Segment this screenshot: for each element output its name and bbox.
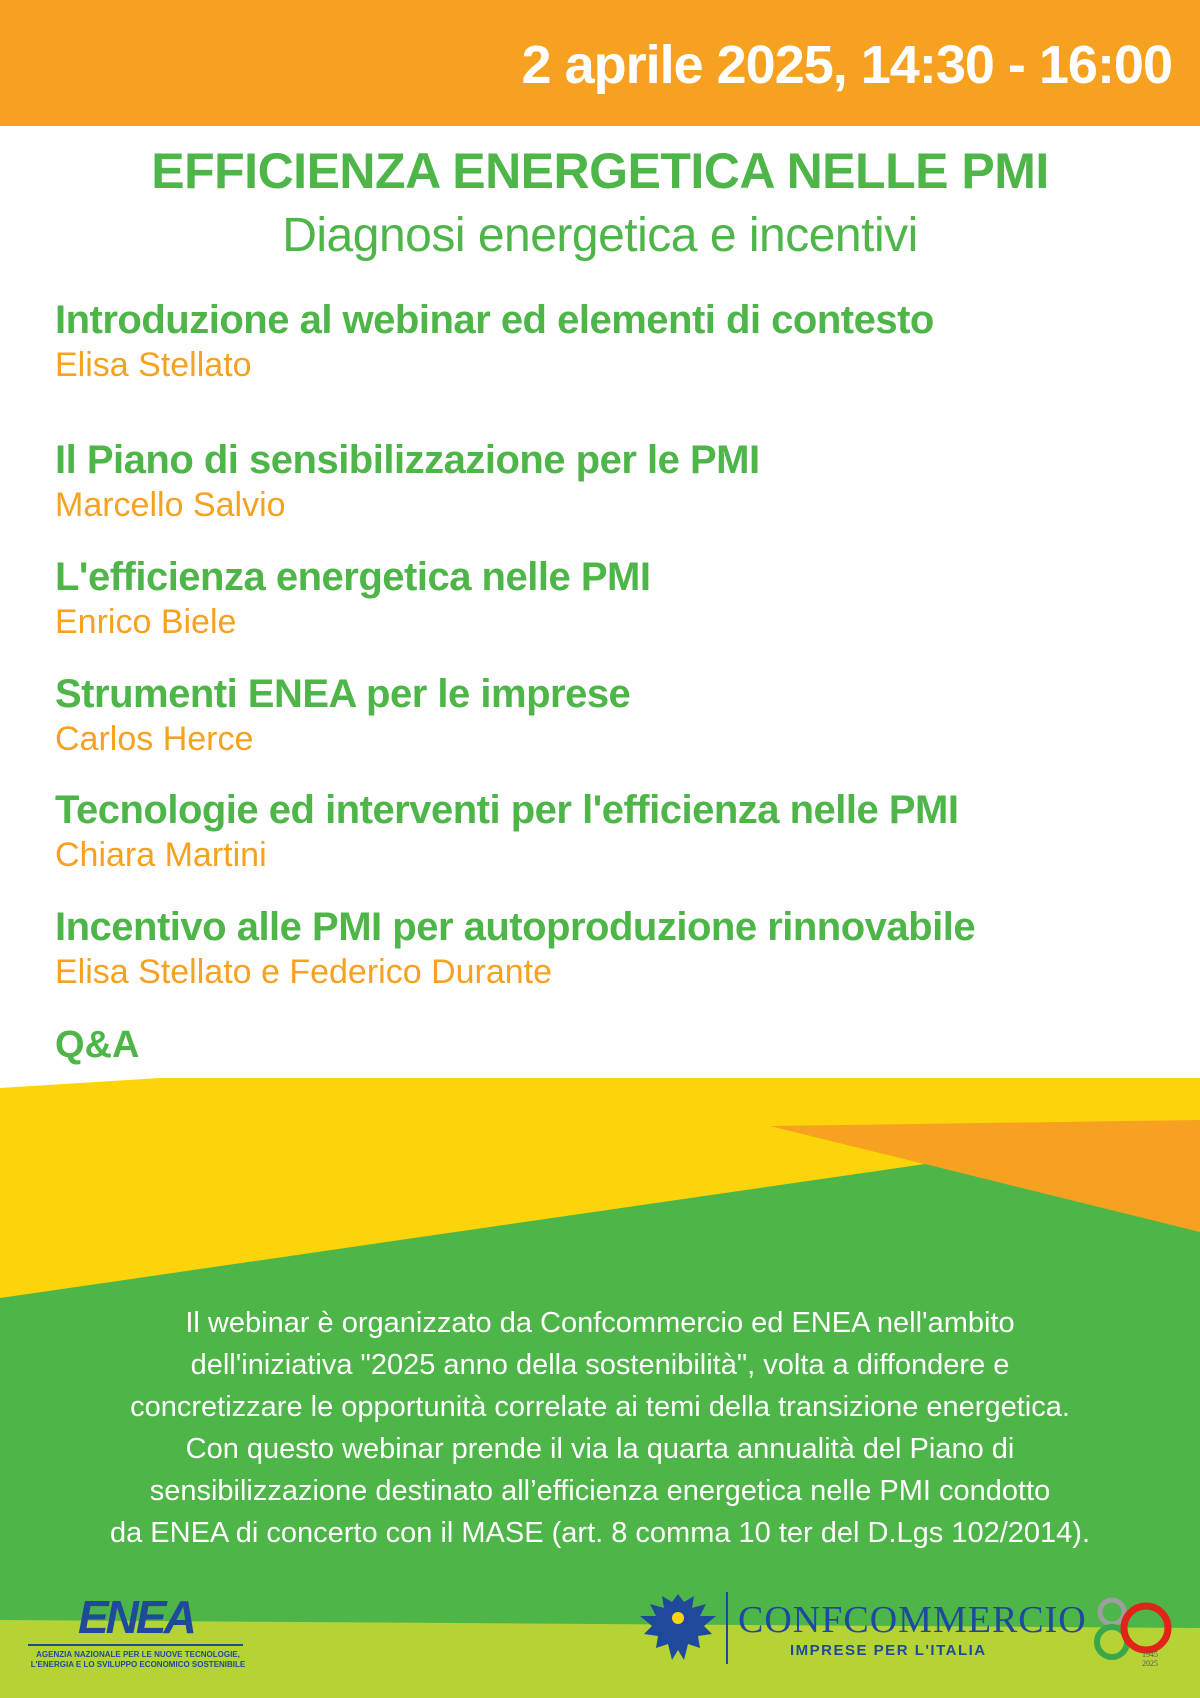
talk-title: Introduzione al webinar ed elementi di contesto — [55, 298, 934, 342]
event-date: 2 aprile 2025, 14:30 - 16:00 — [521, 35, 1172, 95]
anniversary-years — [1142, 1650, 1158, 1668]
event-title: EFFICIENZA ENERGETICA NELLE PMI — [151, 143, 1049, 199]
speaker-name: Elisa Stellato e Federico Durante — [55, 953, 553, 991]
info-line: Il webinar è organizzato da Confcommercio ed ENEA nell'ambito — [185, 1307, 1015, 1339]
speaker-name: Marcello Salvio — [55, 486, 286, 524]
talk-title: Tecnologie ed interventi per l'efficienza nelle PMI — [55, 788, 959, 832]
speaker-name: Elisa Stellato — [55, 346, 252, 384]
anniversary-end: 2025 — [1142, 1659, 1158, 1668]
confcommercio-divider — [726, 1592, 728, 1664]
talk-title: L'efficienza energetica nelle PMI — [55, 555, 651, 599]
event-subtitle: Diagnosi energetica e incentivi — [282, 209, 918, 262]
qa-label: Q&A — [55, 1024, 140, 1066]
info-line: Con questo webinar prende il via la quarta annualità del Piano di — [185, 1433, 1015, 1465]
speaker-name: Chiara Martini — [55, 836, 267, 874]
speaker-name: Enrico Biele — [55, 603, 237, 641]
enea-wordmark: ENEA — [78, 1591, 194, 1643]
enea-logo — [28, 1590, 248, 1670]
enea-caption-line: AGENZIA NAZIONALE PER LE NUOVE TECNOLOGIE, — [36, 1650, 240, 1659]
confcommercio-wordmark: CONFCOMMERCIO — [738, 1599, 1087, 1641]
enea-caption — [28, 1650, 248, 1670]
talk-title: Strumenti ENEA per le imprese — [55, 672, 631, 716]
info-line: da ENEA di concerto con il MASE (art. 8 comma 10 ter del D.Lgs 102/2014). — [109, 1517, 1091, 1549]
anniversary-80-icon — [1090, 1590, 1172, 1672]
confcommercio-tagline: IMPRESE PER L'ITALIA — [790, 1642, 987, 1659]
talk-title: Incentivo alle PMI per autoproduzione rinnovabile — [55, 905, 976, 949]
info-paragraph — [20, 1302, 1180, 1554]
anniversary-start: 1945 — [1142, 1650, 1158, 1659]
eagle-icon — [636, 1588, 720, 1668]
enea-caption-line: L'ENERGIA E LO SVILUPPO ECONOMICO SOSTENIBILE — [30, 1660, 246, 1669]
info-line: sensibilizzazione destinato all’efficienza energetica nelle PMI condotto — [149, 1475, 1051, 1507]
speaker-name: Carlos Herce — [55, 720, 254, 758]
info-line: dell'iniziativa "2025 anno della sostenibilità", volta a diffondere e — [190, 1349, 1010, 1381]
enea-divider — [28, 1644, 243, 1646]
talk-title: Il Piano di sensibilizzazione per le PMI — [55, 438, 760, 482]
info-line: concretizzare le opportunità correlate ai temi della transizione energetica. — [130, 1391, 1070, 1423]
